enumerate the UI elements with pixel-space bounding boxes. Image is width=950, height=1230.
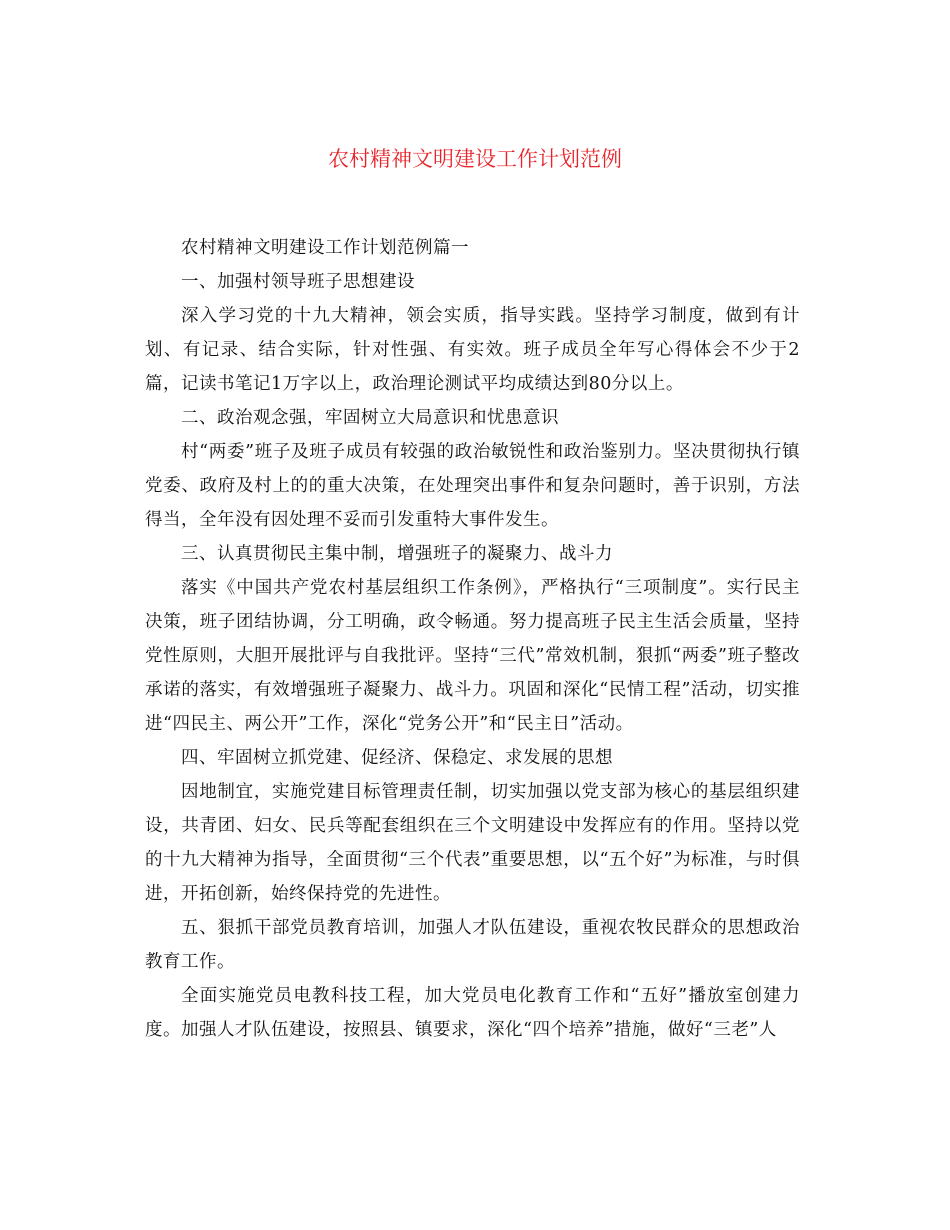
section-heading-4: 四、牢固树立抓党建、促经济、保稳定、求发展的思想 xyxy=(181,748,613,768)
section-heading-5: 五、狠抓干部党员教育培训，加强人才队伍建设，重视农牧民群众的思想政治教育工作。 xyxy=(145,918,800,972)
section-heading-1: 一、加强村领导班子思想建设 xyxy=(181,272,415,292)
paragraph-3: 落实《中国共产党农村基层组织工作条例》，严格执行“三项制度”。实行民主决策，班子团结协调，分工明确，政令畅通。努力提高班子民主生活会质量，坚持党性原则，大胆开展批评与自我批评。坚持“三代”常效机制，狠抓“两委”班子整改承诺的落实，有效增强班子凝聚力、战斗力。巩固和深化“民情工程”活动，切实推进“四民主、两公开”工作，深化“党务公开”和“民主日”活动。 xyxy=(145,578,800,734)
paragraph-2: 村“两委”班子及班子成员有较强的政治敏锐性和政治鉴别力。坚决贯彻执行镇党委、政府及村上的的重大决策，在处理突出事件和复杂问题时，善于识别，方法得当，全年没有因处理不妥而引发重特大事件发生。 xyxy=(145,442,800,530)
paragraph-4: 因地制宜，实施党建目标管理责任制，切实加强以党支部为核心的基层组织建设，共青团、妇女、民兵等配套组织在三个文明建设中发挥应有的作用。坚持以党的十九大精神为指导，全面贯彻“三个代表”重要思想，以“五个好”为标准，与时俱进，开拓创新，始终保持党的先进性。 xyxy=(145,782,800,904)
section-heading-2: 二、政治观念强，牢固树立大局意识和忧患意识 xyxy=(181,408,559,428)
document-body xyxy=(145,231,800,1047)
section-heading-chapter: 农村精神文明建设工作计划范例篇一 xyxy=(181,238,469,258)
paragraph-1: 深入学习党的十九大精神，领会实质，指导实践。坚持学习制度，做到有计划、有记录、结合实际，针对性强、有实效。班子成员全年写心得体会不少于2篇，记读书笔记1万字以上，政治理论测试平均成绩达到80分以上。 xyxy=(145,306,800,394)
paragraph-5: 全面实施党员电教科技工程，加大党员电化教育工作和“五好”播放室创建力度。加强人才队伍建设，按照县、镇要求，深化“四个培养”措施，做好“三老”人 xyxy=(145,986,800,1040)
document-title: 农村精神文明建设工作计划范例 xyxy=(328,147,622,171)
section-heading-3: 三、认真贯彻民主集中制，增强班子的凝聚力、战斗力 xyxy=(181,544,613,564)
